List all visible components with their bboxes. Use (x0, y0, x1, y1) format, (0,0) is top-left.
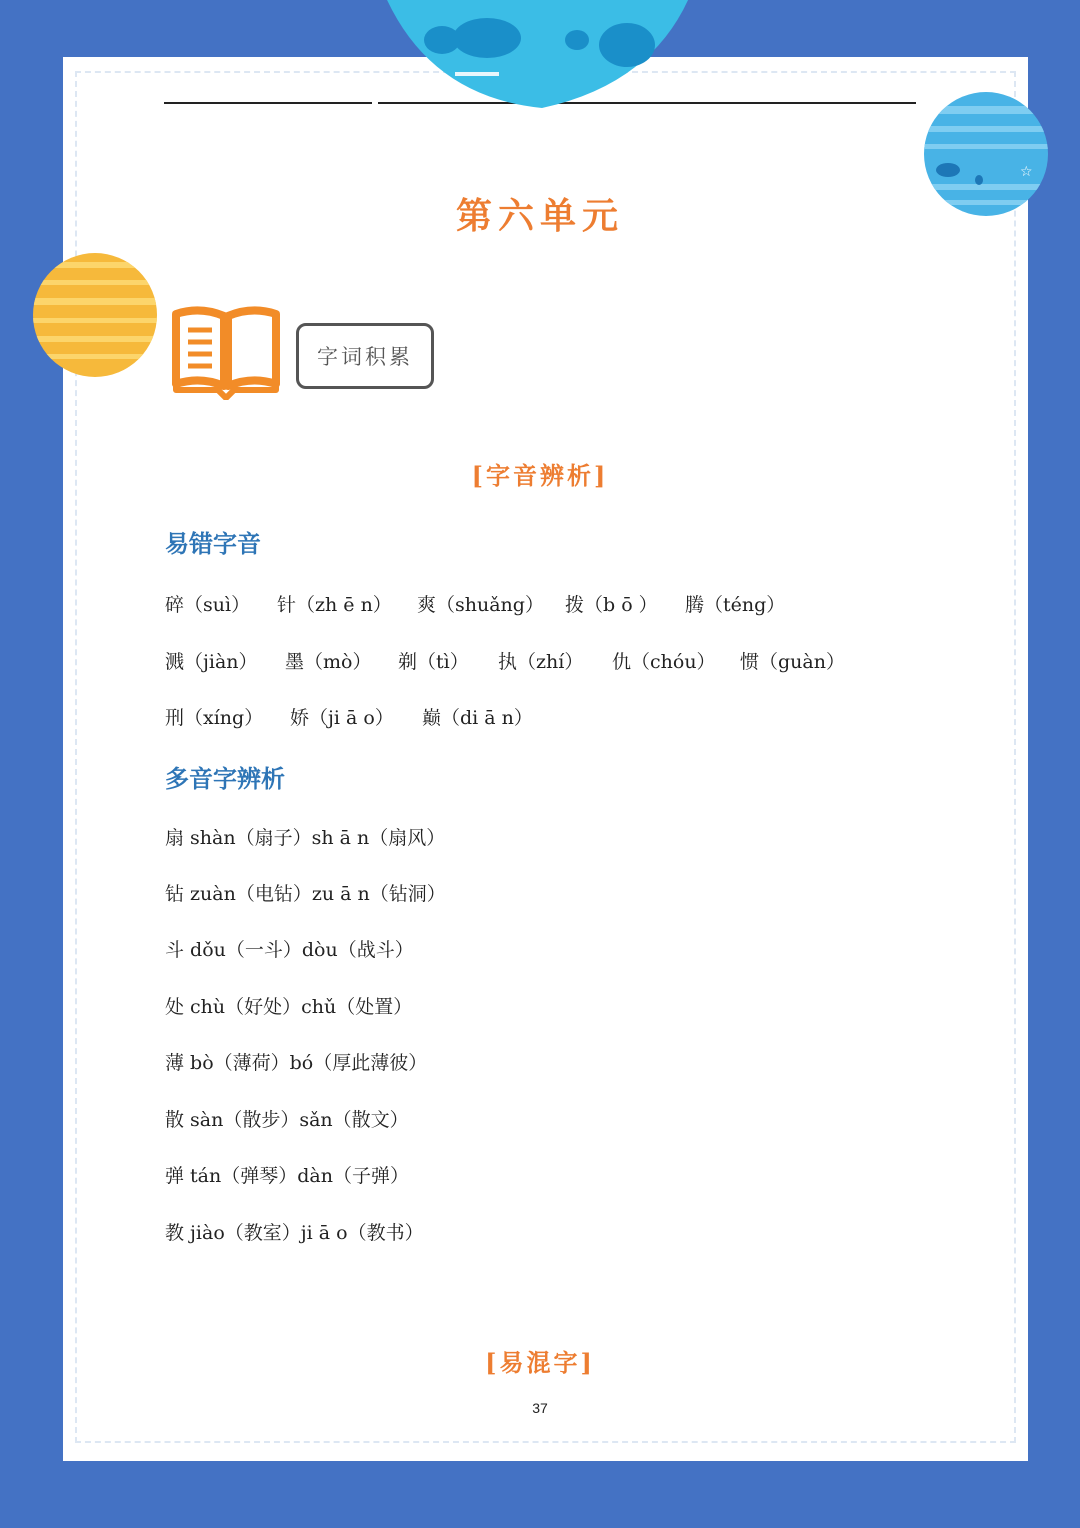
header-line-left (164, 102, 372, 104)
blue-planet-icon (924, 92, 1048, 216)
pron-item: 针（zh ē n） (277, 594, 392, 616)
error-prone-heading: 易错字音 (165, 530, 261, 558)
unit-title: 第六单元 (455, 195, 624, 237)
section-label: 字词积累 (317, 345, 413, 369)
pron-item: 腾（téng） (685, 594, 786, 616)
section-label-box (296, 323, 434, 389)
polyphonic-row: 斗 dǒu（一斗）dòu（战斗） (165, 939, 414, 961)
pron-item: 爽（shuǎng） (417, 594, 544, 616)
yellow-planet-icon (32, 252, 158, 378)
pron-item: 墨（mò） (285, 651, 372, 673)
polyphonic-heading: 多音字辨析 (165, 765, 285, 793)
polyphonic-row: 处 chù（好处）chǔ（处置） (165, 996, 413, 1018)
pron-item: 仇（chóu） (612, 651, 716, 673)
pron-item: 巅（di ā n） (422, 707, 533, 729)
pron-item: 刑（xíng） (165, 707, 264, 729)
pronunciation-section-title: [字音辨析] (471, 461, 609, 490)
polyphonic-row: 薄 bò（薄荷）bó（厚此薄彼） (165, 1052, 428, 1074)
pron-item: 溅（jiàn） (165, 651, 258, 673)
pron-item: 娇（ji ā o） (290, 707, 394, 729)
pron-item: 执（zhí） (498, 651, 584, 673)
polyphonic-row: 教 jiào（教室）ji ā o（教书） (165, 1222, 424, 1244)
polyphonic-row: 弹 tán（弹琴）dàn（子弹） (165, 1165, 409, 1187)
pron-item: 惯（guàn） (740, 651, 845, 673)
polyphonic-row: 散 sàn（散步）sǎn（散文） (165, 1109, 409, 1131)
pron-item: 碎（suì） (165, 594, 251, 616)
cratered-planet-icon (372, 0, 702, 110)
pron-item: 拨（b ō ） (565, 594, 658, 616)
svg-text:☆: ☆ (1020, 164, 1033, 180)
polyphonic-row: 钻 zuàn（电钻）zu ā n（钻洞） (165, 883, 446, 905)
confusing-chars-title: [易混字] (485, 1348, 595, 1377)
pron-item: 剃（tì） (398, 651, 469, 673)
page-number: 37 (532, 1400, 548, 1416)
polyphonic-row: 扇 shàn（扇子）sh ā n（扇风） (165, 827, 446, 849)
open-book-icon (172, 306, 280, 400)
